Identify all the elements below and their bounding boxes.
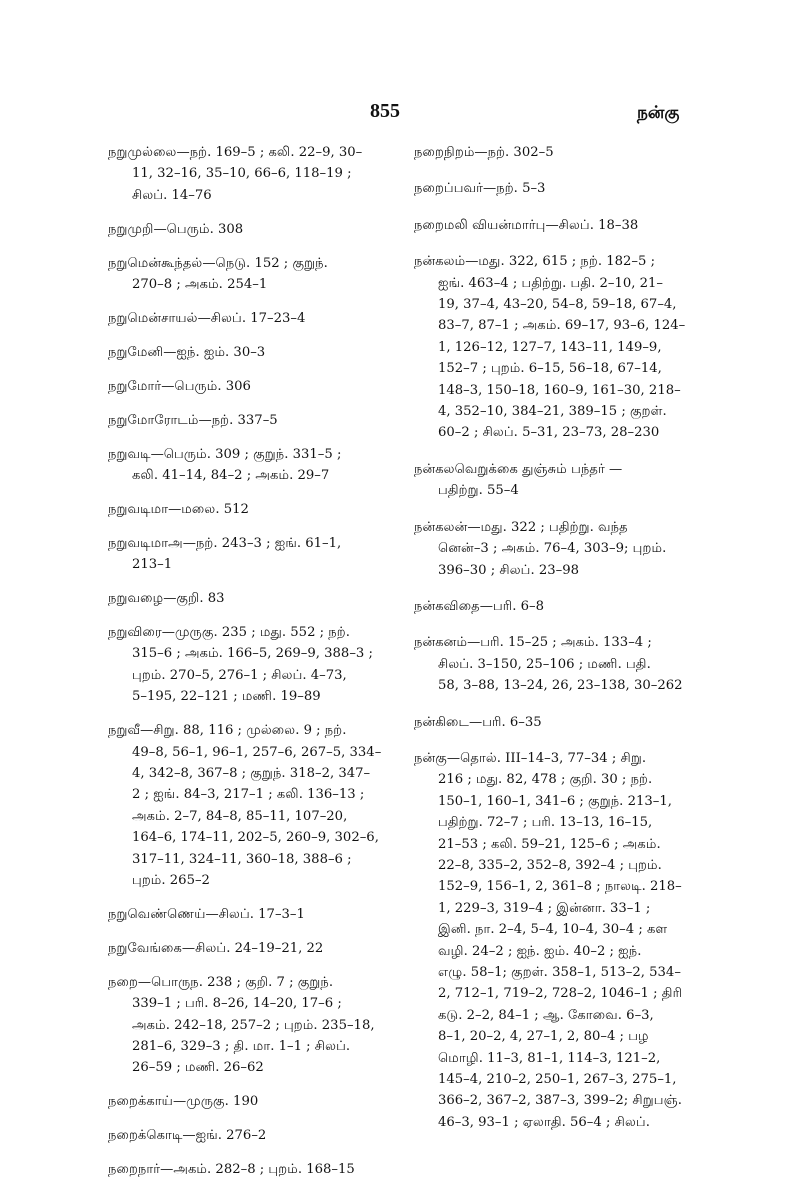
entry-reference-line: 2 ; ஐங். 84–3, 217–1 ; கலி. 136–13 ; (132, 787, 365, 803)
entry-headword-line: நறுவேங்கை—சிலப். 24–19–21, 22 (108, 940, 324, 956)
entry-headword-line: நறுமுல்லை—நற். 169–5 ; கலி. 22–9, 30– (108, 145, 363, 160)
right-column (414, 142, 706, 1148)
index-entry (108, 622, 408, 708)
entry-headword-line: நறுவிரை—முருகு. 235 ; மது. 552 ; நற். (108, 625, 350, 640)
index-entry (414, 748, 706, 1133)
running-head: நன்கு (637, 103, 680, 123)
entry-headword-line: நன்கு—தொல். III–14–3, 77–34 ; சிறு. (414, 750, 647, 766)
entry-reference-line: வழி. 24–2 ; ஐந். ஐம். 40–2 ; ஐந். (438, 943, 642, 959)
entry-reference-line: 8–1, 20–2, 4, 27–1, 2, 80–4 ; பழ (438, 1029, 649, 1045)
entry-headword-line: நறைக்காய்—முருகு. 190 (108, 1094, 259, 1110)
index-entry (108, 588, 408, 609)
entry-reference-line: 4, 352–10, 384–21, 389–15 ; குறள். (438, 404, 667, 420)
entry-reference-line: 2, 712–1, 719–2, 728–2, 1046–1 ; திரி (438, 986, 683, 1002)
index-entry (108, 1091, 408, 1112)
entry-reference-line: 396–30 ; சிலப். 23–98 (438, 562, 579, 578)
entry-reference-line: 148–3, 150–18, 160–9, 161–30, 218– (438, 382, 681, 398)
entry-reference-line: 366–2, 367–2, 387–3, 399–2; சிறுபஞ். (438, 1093, 682, 1109)
entry-headword-line: நறுமுறி—பெரும். 308 (108, 221, 244, 237)
entry-headword-line: நன்கவிதை—பரி. 6–8 (414, 598, 545, 614)
entry-reference-line: னென்–3 ; அகம். 76–4, 303–9; புறம். (438, 541, 667, 557)
index-entry (414, 178, 706, 199)
entry-reference-line: 216 ; மது. 82, 478 ; குறி. 30 ; நற். (438, 772, 653, 788)
entry-reference-line: 1, 229–3, 319–4 ; இன்னா. 33–1 ; (438, 900, 651, 916)
index-entry (414, 215, 706, 236)
entry-reference-line: 315–6 ; அகம். 166–5, 269–9, 388–3 ; (132, 646, 373, 662)
entry-headword-line: நறைநிறம்—நற். 302–5 (414, 145, 554, 160)
entry-headword-line: நறுமோரோடம்—நற். 337–5 (108, 412, 278, 428)
entry-reference-line: கலி. 41–14, 84–2 ; அகம். 29–7 (132, 467, 330, 483)
entry-reference-line: சிலப். 3–150, 25–106 ; மணி. பதி. (438, 656, 651, 672)
entry-reference-line: 317–11, 324–11, 360–18, 388–6 ; (132, 851, 352, 867)
entry-headword-line: நன்கனம்—பரி. 15–25 ; அகம். 133–4 ; (414, 635, 652, 651)
entry-reference-line: 19, 37–4, 43–20, 54–8, 59–18, 67–4, (438, 297, 677, 313)
entry-headword-line: நறுவடிமா—மலை. 512 (108, 501, 249, 517)
index-entry (414, 712, 706, 733)
index-entry (414, 142, 706, 163)
entry-headword-line: நறைமலி வியன்மார்பு—சிலப். 18–38 (414, 217, 639, 233)
index-entry (108, 342, 408, 363)
entry-reference-line: 152–9, 156–1, 2, 361–8 ; நாலடி. 218– (438, 879, 682, 895)
index-entry (108, 410, 408, 431)
entry-reference-line: புறம். 265–2 (132, 872, 210, 888)
entry-headword-line: நறுவீ—சிறு. 88, 116 ; முல்லை. 9 ; நற். (108, 723, 347, 739)
entry-reference-line: 164–6, 174–11, 202–5, 260–9, 302–6, (132, 830, 379, 846)
entry-headword-line: நறைக்கொடி—ஐங். 276–2 (108, 1128, 267, 1144)
index-entry (108, 904, 408, 925)
index-entry (108, 444, 408, 487)
entry-reference-line: 5–195, 22–121 ; மணி. 19–89 (132, 689, 321, 705)
left-column (108, 142, 408, 1193)
index-entry (108, 1159, 408, 1180)
index-entry (414, 517, 706, 581)
entry-reference-line: 150–1, 160–1, 341–6 ; குறுந். 213–1, (438, 793, 672, 809)
entry-reference-line: 83–7, 87–1 ; அகம். 69–17, 93–6, 124– (438, 318, 686, 334)
entry-reference-line: 339–1 ; பரி. 8–26, 14–20, 17–6 ; (132, 996, 342, 1012)
entry-reference-line: 22–8, 335–2, 352–8, 392–4 ; புறம். (438, 857, 662, 873)
index-entry (108, 253, 408, 296)
index-entry (414, 632, 706, 696)
entry-reference-line: 11, 32–16, 35–10, 66–6, 118–19 ; (132, 166, 352, 182)
entry-reference-line: பதிற்று. 72–7 ; பரி. 13–13, 16–15, (438, 815, 653, 831)
index-entry (108, 219, 408, 240)
entry-reference-line: 46–3, 93–1 ; ஏலாதி. 56–4 ; சிலப். (438, 1114, 650, 1130)
index-entry (108, 308, 408, 329)
entry-headword-line: நறைநார்—அகம். 282–8 ; புறம். 168–15 (108, 1162, 355, 1178)
index-entry (108, 142, 408, 206)
entry-headword-line: நறுவடி—பெரும். 309 ; குறுந். 331–5 ; (108, 446, 342, 462)
entry-reference-line: அகம். 242–18, 257–2 ; புறம். 235–18, (132, 1017, 375, 1033)
entry-reference-line: 152–7 ; புறம். 6–15, 56–18, 67–14, (438, 361, 662, 377)
entry-reference-line: 60–2 ; சிலப். 5–31, 23–73, 28–230 (438, 425, 660, 441)
index-entry (414, 459, 706, 502)
index-entry (108, 720, 408, 891)
entry-headword-line: நறுமேனி—ஐந். ஐம். 30–3 (108, 344, 266, 360)
entry-headword-line: நறை—பொருந. 238 ; குறி. 7 ; குறுந். (108, 974, 334, 990)
entry-reference-line: 270–8 ; அகம். 254–1 (132, 277, 268, 293)
entry-headword-line: நறுமோர்—பெரும். 306 (108, 378, 251, 394)
index-entry (108, 938, 408, 959)
entry-headword-line: நறுமென்சாயல்—சிலப். 17–23–4 (108, 310, 306, 326)
entry-reference-line: பதிற்று. 55–4 (438, 483, 519, 499)
entry-headword-line: நறுமென்கூந்தல்—நெடு. 152 ; குறுந். (108, 255, 328, 271)
entry-reference-line: இனி. நா. 2–4, 5–4, 10–4, 30–4 ; கள (438, 922, 668, 938)
entry-headword-line: நறைப்பவர்—நற். 5–3 (414, 181, 546, 197)
index-entry (414, 251, 706, 444)
entry-reference-line: 4, 342–8, 367–8 ; குறுந். 318–2, 347– (132, 765, 371, 781)
entry-reference-line: மொழி. 11–3, 81–1, 114–3, 121–2, (438, 1050, 661, 1066)
entry-reference-line: எழு. 58–1; குறள். 358–1, 513–2, 534– (438, 965, 681, 980)
entry-headword-line: நன்கிடை—பரி. 6–35 (414, 714, 542, 730)
index-entry (108, 972, 408, 1079)
entry-reference-line: அகம். 2–7, 84–8, 85–11, 107–20, (132, 808, 348, 824)
index-entry (108, 376, 408, 397)
entry-headword-line: நறுவடிமாஅ—நற். 243–3 ; ஐங். 61–1, (108, 535, 342, 551)
entry-reference-line: 145–4, 210–2, 250–1, 267–3, 275–1, (438, 1072, 677, 1088)
entry-reference-line: 49–8, 56–1, 96–1, 257–6, 267–5, 334– (132, 744, 382, 760)
index-entry (108, 1125, 408, 1146)
entry-reference-line: கடு. 2–2, 84–1 ; ஆ. கோவை. 6–3, (438, 1007, 654, 1023)
entry-headword-line: நன்கலன்—மது. 322 ; பதிற்று. வந்த (414, 519, 628, 535)
entry-headword-line: நறுவழை—குறி. 83 (108, 591, 225, 607)
entry-reference-line: 213–1 (132, 557, 173, 573)
index-entry (108, 533, 408, 576)
entry-reference-line: 21–53 ; கலி. 59–21, 125–6 ; அகம். (438, 836, 661, 852)
index-entry (414, 596, 706, 617)
entry-reference-line: 26–59 ; மணி. 26–62 (132, 1060, 264, 1076)
entry-headword-line: நறுவெண்ணெய்—சிலப். 17–3–1 (108, 906, 305, 922)
entry-reference-line: 1, 126–12, 127–7, 143–11, 149–9, (438, 339, 662, 355)
entry-reference-line: ஐங். 463–4 ; பதிற்று. பதி. 2–10, 21– (438, 275, 664, 291)
entry-reference-line: புறம். 270–5, 276–1 ; சிலப். 4–73, (132, 667, 347, 683)
entry-reference-line: 281–6, 329–3 ; தி. மா. 1–1 ; சிலப். (132, 1038, 351, 1054)
entry-reference-line: சிலப். 14–76 (132, 187, 212, 203)
entry-headword-line: நன்கலம்—மது. 322, 615 ; நற். 182–5 ; (414, 254, 656, 270)
index-entry (108, 499, 408, 520)
page-number: 855 (370, 100, 400, 122)
entry-headword-line: நன்கலவெறுக்கை துஞ்சும் பந்தர் — (414, 461, 623, 477)
entry-reference-line: 58, 3–88, 13–24, 26, 23–138, 30–262 (438, 678, 683, 694)
